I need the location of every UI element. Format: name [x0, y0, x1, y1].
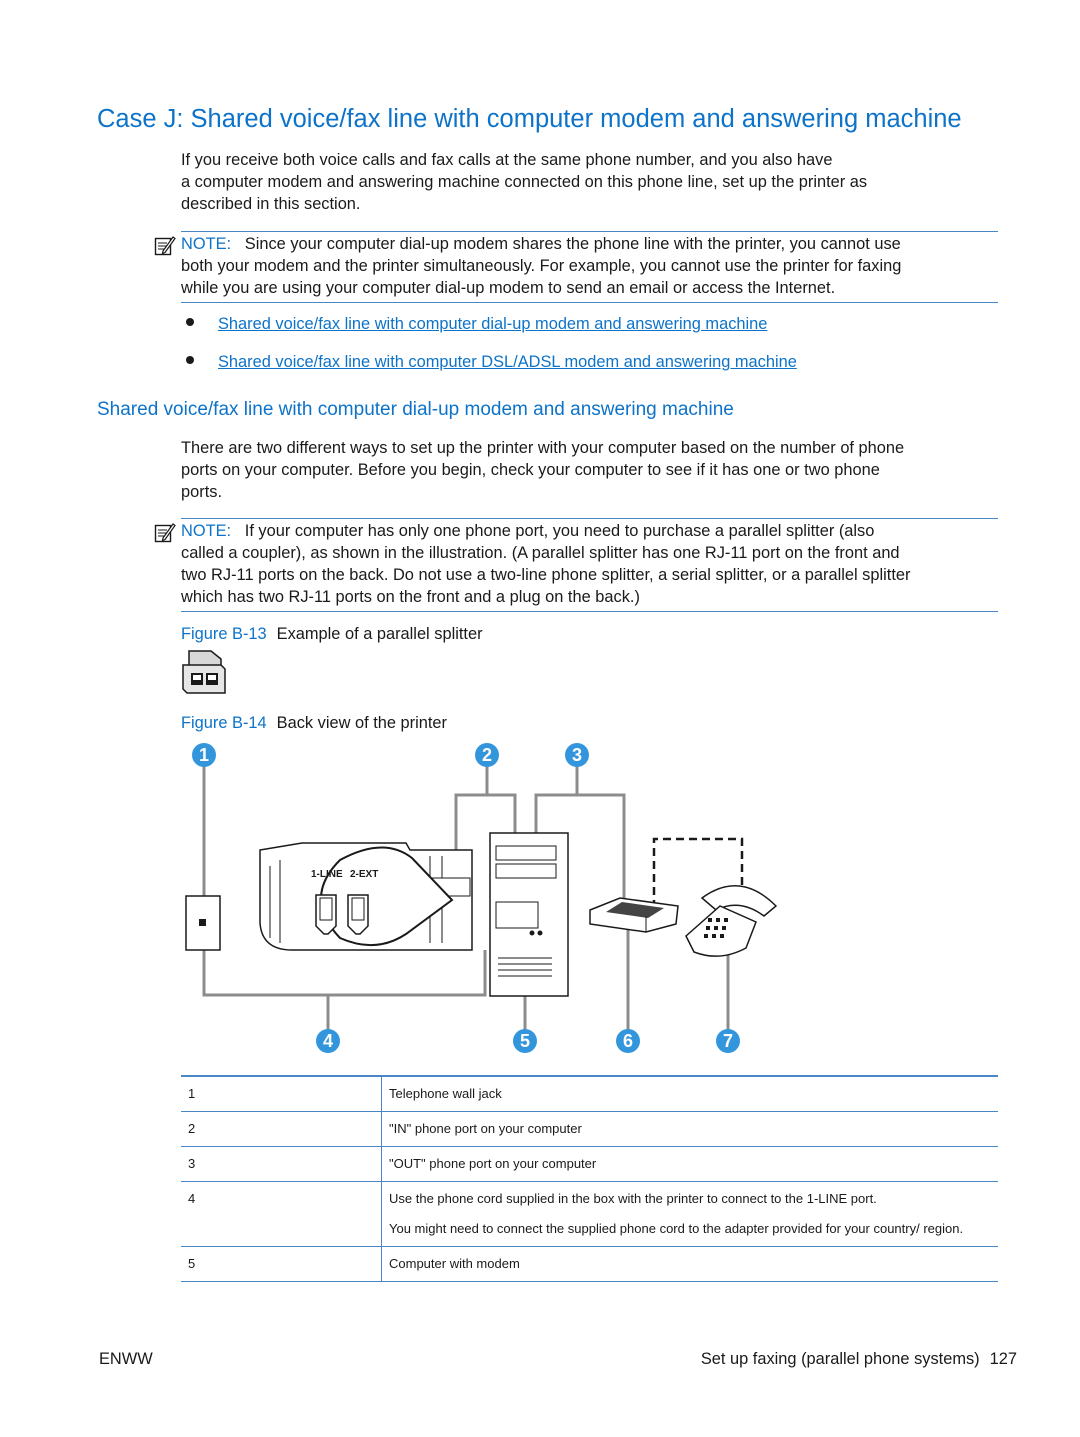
printer-icon: [260, 843, 472, 950]
legend-text: Computer with modem: [389, 1256, 520, 1271]
bullet-icon: [186, 356, 194, 364]
note-label: NOTE:: [181, 522, 232, 540]
figure-caption: [181, 623, 483, 645]
figure-label: Figure B-13: [181, 625, 267, 643]
callout-number: 2: [481, 745, 493, 765]
note-line: two RJ-11 ports on the back. Do not use a two-line phone splitter, a serial splitter, or a parallel splitter: [181, 566, 911, 584]
wire-wall-to-printer: [204, 950, 485, 995]
table-row: [181, 1112, 998, 1147]
legend-number: 2: [181, 1112, 382, 1147]
legend-text: You might need to connect the supplied phone cord to the adapter provided for your country/ region.: [389, 1221, 964, 1236]
page-heading: Case J: Shared voice/fax line with computer modem and answering machine: [97, 105, 962, 133]
callout-1: [192, 743, 216, 767]
callout-6: [616, 1029, 640, 1053]
note-box: [181, 231, 998, 303]
note-icon: [154, 235, 176, 257]
table-row: [181, 1182, 998, 1247]
answering-machine-icon: [590, 898, 678, 932]
note-line: called a coupler), as shown in the illustration. (A parallel splitter has one RJ-11 port on the front and: [181, 544, 900, 562]
bullet-icon: [186, 318, 194, 326]
legend-description: [382, 1247, 999, 1282]
link-list-item: [186, 313, 767, 335]
link-dsl[interactable]: Shared voice/fax line with computer DSL/ADSL modem and answering machine: [218, 353, 797, 371]
intro-line: If you receive both voice calls and fax calls at the same phone number, and you also have: [181, 151, 833, 169]
footer-left: ENWW: [99, 1350, 153, 1368]
note-line: Since your computer dial-up modem shares the phone line with the printer, you cannot use: [244, 235, 901, 253]
note-line: If your computer has only one phone port, you need to purchase a parallel splitter (also: [244, 522, 875, 540]
intro-line: described in this section.: [181, 195, 361, 213]
legend-text: Use the phone cord supplied in the box with the printer to connect to the 1-LINE port.: [389, 1191, 877, 1206]
figure-caption: [181, 712, 447, 734]
telephone-icon: [686, 886, 776, 956]
callout-3: [565, 743, 589, 767]
intro-paragraph: [181, 149, 1001, 215]
table-row: [181, 1147, 998, 1182]
computer-tower-icon: [490, 833, 568, 996]
legend-description: [382, 1147, 999, 1182]
note-box: [181, 518, 998, 612]
body-line: There are two different ways to set up the printer with your computer based on the number of phone: [181, 439, 905, 457]
callout-number: 1: [198, 745, 210, 765]
connection-diagram: [180, 738, 780, 1058]
intro-line: a computer modem and answering machine connected on this phone line, set up the printer as: [181, 173, 868, 191]
note-icon: [154, 522, 176, 544]
legend-text: "OUT" phone port on your computer: [389, 1156, 597, 1171]
legend-number: 1: [181, 1076, 382, 1112]
callout-7: [716, 1029, 740, 1053]
body-paragraph: [181, 437, 1001, 503]
note-line: while you are using your computer dial-up modem to send an email or access the Internet.: [181, 279, 836, 297]
page-number: 127: [989, 1350, 1017, 1368]
callout-number: 7: [722, 1031, 734, 1051]
link-dialup[interactable]: Shared voice/fax line with computer dial-up modem and answering machine: [218, 315, 768, 333]
legend-number: 3: [181, 1147, 382, 1182]
callout-number: 6: [622, 1031, 634, 1051]
parallel-splitter-illustration: [181, 647, 227, 697]
port-label-ext: 2-EXT: [350, 869, 379, 880]
port-label-line: 1-LINE: [311, 869, 343, 880]
legend-table: [181, 1075, 998, 1282]
section-heading: Shared voice/fax line with computer dial-up modem and answering machine: [97, 399, 734, 420]
callout-number: 3: [571, 745, 583, 765]
callout-number: 5: [519, 1031, 531, 1051]
table-row: [181, 1076, 998, 1112]
figure-caption-text: Example of a parallel splitter: [276, 625, 483, 643]
legend-number: 5: [181, 1247, 382, 1282]
body-line: ports on your computer. Before you begin, check your computer to see if it has one or two phone: [181, 461, 880, 479]
link-list-item: [186, 351, 797, 373]
note-line: which has two RJ-11 ports on the front and a plug on the back.): [181, 588, 640, 606]
wall-jack-icon: [186, 896, 220, 950]
legend-description: [382, 1182, 999, 1247]
legend-text: Telephone wall jack: [389, 1086, 502, 1101]
legend-text: "IN" phone port on your computer: [389, 1121, 582, 1136]
note-label: NOTE:: [181, 235, 232, 253]
callout-5: [513, 1029, 537, 1053]
figure-caption-text: Back view of the printer: [276, 714, 447, 732]
footer-section: Set up faxing (parallel phone systems): [700, 1350, 980, 1368]
footer-right: [701, 1350, 1017, 1369]
body-line: ports.: [181, 483, 222, 501]
legend-number: 4: [181, 1182, 382, 1247]
table-row: [181, 1247, 998, 1282]
callout-4: [316, 1029, 340, 1053]
callout-2: [475, 743, 499, 767]
figure-label: Figure B-14: [181, 714, 267, 732]
callout-number: 4: [322, 1031, 334, 1051]
note-line: both your modem and the printer simultaneously. For example, you cannot use the printer for faxing: [181, 257, 902, 275]
legend-description: [382, 1076, 999, 1112]
legend-description: [382, 1112, 999, 1147]
